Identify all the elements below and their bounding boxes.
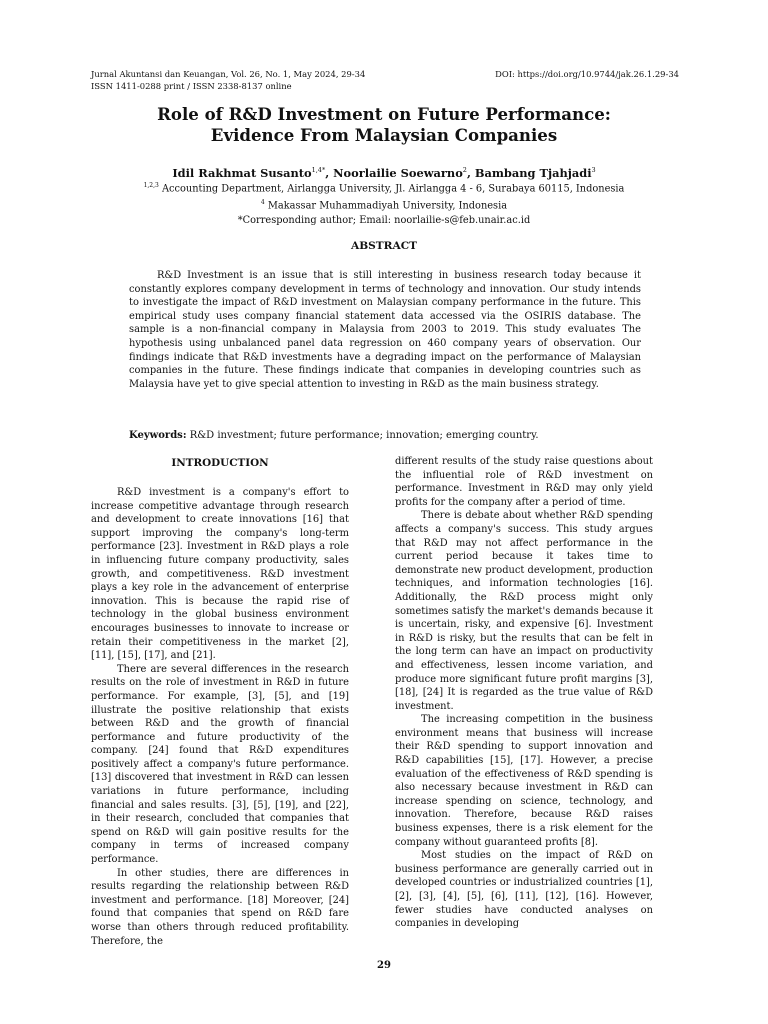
title-line-1: Role of R&D Investment on Future Performance:	[157, 104, 611, 124]
section-heading-introduction: INTRODUCTION	[171, 457, 269, 469]
author-affiliation-mark: 1,4*	[311, 166, 326, 174]
author-name: Noorlailie Soewarno	[333, 165, 463, 180]
affiliations	[60, 179, 708, 228]
author-affiliation-mark: 2	[462, 166, 467, 174]
abstract-text: R&D Investment is an issue that is still interesting in business research today because it constantly explores company development in terms of technology and innovation. Our study intends to investigate the impact of R&D investment on Malaysian company performance in the future. This empirical study uses company financial statement data accessed via the OSIRIS database. The sample is a non-financial company in Malaysia from 2003 to 2019. This study evaluates The hypothesis using unbalanced panel data regression on 460 company years of observation. Our findings indicate that R&D investments have a degrading impact on the performance of Malaysian companies in the future. These findings indicate that companies in developing countries such as Malaysia have yet to give special attention to investing in R&D as the main business strategy.	[129, 270, 641, 390]
body-paragraph: R&D investment is a company's effort to increase competitive advantage through research and development to create innovations [16] that support improving the company's long-term performance [23]. Investment in R&D plays a role in influencing future company productivity, sales growth, and competitiveness. R&D investment plays a key role in the advancement of enterprise innovation. This is because the rapid rise of technology in the global business environment encourages businesses to innovate to increase or retain their competitiveness in the market [2], [11], [15], [17], and [21].	[91, 487, 349, 662]
column-left	[91, 455, 349, 948]
author-name: Bambang Tjahjadi	[474, 165, 592, 180]
affiliation-text: Accounting Department, Airlangga University, Jl. Airlangga 4 - 6, Surabaya 60115, Indonesia	[158, 183, 625, 195]
keywords-label: Keywords:	[129, 430, 187, 441]
abstract-heading: ABSTRACT	[350, 240, 418, 252]
affiliation-1	[60, 179, 708, 196]
doi-link[interactable]: DOI: https://doi.org/10.9744/jak.26.1.29-34	[495, 69, 679, 79]
affiliation-2	[60, 196, 708, 213]
column-right	[395, 455, 653, 931]
body-paragraph: different results of the study raise questions about the influential role of R&D investment on performance. Investment in R&D may only yield profits for the company after a period of time.	[395, 456, 653, 508]
body-paragraph: There is debate about whether R&D spending affects a company's success. This study argues that R&D may not affect performance in the current period because it takes time to demonstrate new product development, production techniques, and information technologies [16]. Additionally, the R&D process might only sometimes satisfy the market's demands because it is uncertain, risky, and expensive [6]. Investment in R&D is risky, but the results that can be felt in the long term can have an impact on productivity and effectiveness, lessen income variation, and produce more significant future profit margins [3], [18], [24] It is regarded as the true value of R&D investment.	[395, 510, 653, 712]
affiliation-text: Makassar Muhammadiyah University, Indonesia	[264, 200, 508, 212]
paper-title	[60, 104, 708, 146]
journal-citation: Jurnal Akuntansi dan Keuangan, Vol. 26, No. 1, May 2024, 29-34	[91, 69, 366, 79]
title-line-2: Evidence From Malaysian Companies	[210, 125, 558, 145]
keywords	[129, 429, 641, 443]
page-number: 29	[377, 960, 391, 971]
issn-line: ISSN 1411-0288 print / ISSN 2338-8137 online	[91, 81, 292, 91]
affiliation-mark: 4	[260, 199, 265, 207]
body-paragraph: Most studies on the impact of R&D on business performance are generally carried out in developed countries or industrialized countries [1], [2], [3], [4], [5], [6], [11], [12], [16]. However, fewer studies have conducted analyses on companies in developing	[395, 850, 653, 930]
author-name: Idil Rakhmat Susanto	[172, 165, 312, 180]
body-paragraph: The increasing competition in the business environment means that business will increase their R&D spending to support innovation and R&D capabilities [15], [17]. However, a precise evaluation of the effectiveness of R&D spending is also necessary because investment in R&D can increase spending on science, technology, and innovation. Therefore, because R&D raises business expenses, there is a risk element for the company without guaranteed profits [8].	[395, 714, 653, 848]
affiliation-mark: 1,2,3	[143, 182, 159, 189]
keywords-text: R&D investment; future performance; innovation; emerging country.	[186, 430, 539, 441]
author-separator: ,	[325, 165, 334, 180]
author-separator: ,	[466, 165, 475, 180]
author-affiliation-mark: 3	[591, 166, 596, 174]
body-paragraph: There are several differences in the research results on the role of investment in R&D in future performance. For example, [3], [5], and [19] illustrate the positive relationship that exists between R&D and the growth of financial performance and future productivity of the company. [24] found that R&D expenditures positively affect a company's future performance. [13] discovered that investment in R&D can lessen variations in future performance, including financial and sales results. [3], [5], [19], and [22], in their research, concluded that companies that spend on R&D will gain positive results for the company in terms of increased company performance.	[91, 663, 349, 866]
body-paragraph: In other studies, there are differences in results regarding the relationship between R&D investment and performance. [18] Moreover, [24] found that companies that spend on R&D fare worse than others through reduced profitability. Therefore, the	[91, 867, 349, 947]
corresponding-author: *Corresponding author; Email: noorlailie-s@feb.unair.ac.id	[237, 214, 531, 226]
